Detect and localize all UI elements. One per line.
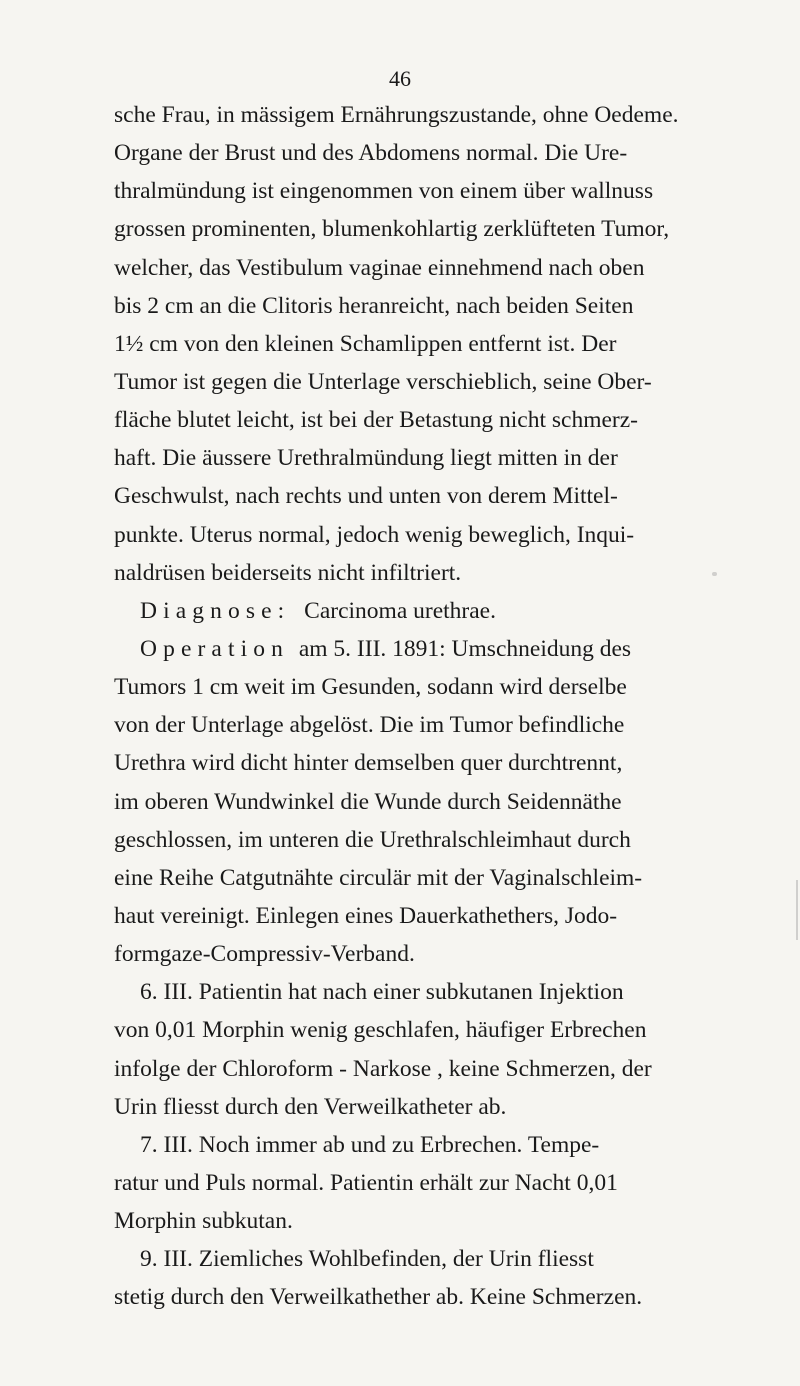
- text-line: bis 2 cm an die Clitoris heranreicht, nach beiden Seiten: [114, 292, 634, 319]
- scan-speck: [712, 572, 717, 576]
- text-line: von der Unterlage abgelöst. Die im Tumor befindliche: [114, 712, 625, 739]
- page-number: 46: [389, 66, 411, 91]
- entry-first-line: 9. III. Ziemliches Wohlbefinden, der Urin fliesst: [140, 1246, 594, 1273]
- body-text: [114, 96, 794, 1317]
- text-line: fläche blutet leicht, ist bei der Betastung nicht schmerz-: [114, 407, 638, 434]
- text-line: Geschwulst, nach rechts und unten von derem Mittel-: [114, 483, 618, 510]
- diagnose-paragraph: [114, 592, 794, 630]
- text-line: sche Frau, in mässigem Ernährungszustande, ohne Oedeme.: [114, 102, 679, 128]
- text-line: Urin fliesst durch den Verweilkatheter ab.: [114, 1093, 507, 1120]
- text-line: haft. Die äussere Urethralmündung liegt mitten in der: [114, 445, 618, 472]
- text-line: naldrüsen beiderseits nicht infiltriert.: [114, 559, 462, 586]
- text-line: Organe der Brust und des Abdomens normal. Die Ure-: [114, 140, 628, 167]
- text-line: 1½ cm von den kleinen Schamlippen entfernt ist. Der: [114, 330, 617, 357]
- text-line: von 0,01 Morphin wenig geschlafen, häufiger Erbrechen: [114, 1017, 647, 1044]
- entry-first-line: 7. III. Noch immer ab und zu Erbrechen. Tempe-: [140, 1131, 600, 1158]
- text-line: ratur und Puls normal. Patientin erhält zur Nacht 0,01: [114, 1169, 618, 1196]
- text-line: grossen prominenten, blumenkohlartig zerklüfteten Tumor,: [114, 216, 670, 243]
- operation-first-line: am 5. III. 1891: Umschneidung des: [298, 635, 632, 662]
- text-line: Tumors 1 cm weit im Gesunden, sodann wird derselbe: [114, 674, 627, 701]
- text-line: punkte. Uterus normal, jedoch wenig beweglich, Inqui-: [114, 521, 635, 548]
- text-line: formgaze-Compressiv-Verband.: [114, 941, 415, 968]
- text-line: Morphin subkutan.: [114, 1208, 293, 1235]
- text-line: stetig durch den Verweilkathether ab. Keine Schmerzen.: [114, 1284, 643, 1311]
- text-line: geschlossen, im unteren die Urethralschleimhaut durch: [114, 826, 631, 853]
- text-line: im oberen Wundwinkel die Wunde durch Seidennäthe: [114, 788, 622, 815]
- text-line: eine Reihe Catgutnähte circulär mit der Vaginalschleim-: [114, 864, 643, 891]
- scan-speck: [796, 880, 798, 940]
- text-line: Tumor ist gegen die Unterlage verschieblich, seine Ober-: [114, 368, 652, 395]
- text-line: thralmündung ist eingenommen von einem über wallnuss: [114, 178, 654, 205]
- operation-label: Operation: [140, 635, 289, 662]
- text-line: infolge der Chloroform - Narkose , keine Schmerzen, der: [114, 1055, 652, 1082]
- text-line: Urethra wird dicht hinter demselben quer durchtrennt,: [114, 750, 623, 777]
- diagnose-label: Diagnose:: [140, 597, 291, 624]
- entry-first-line: 6. III. Patientin hat nach einer subkutanen Injektion: [140, 979, 624, 1006]
- text-line: haut vereinigt. Einlegen eines Dauerkathethers, Jodo-: [114, 902, 618, 929]
- diagnose-text: Carcinoma urethrae.: [304, 597, 496, 624]
- text-line: welcher, das Vestibulum vaginae einnehmend nach oben: [114, 254, 645, 281]
- operation-paragraph: [114, 630, 794, 668]
